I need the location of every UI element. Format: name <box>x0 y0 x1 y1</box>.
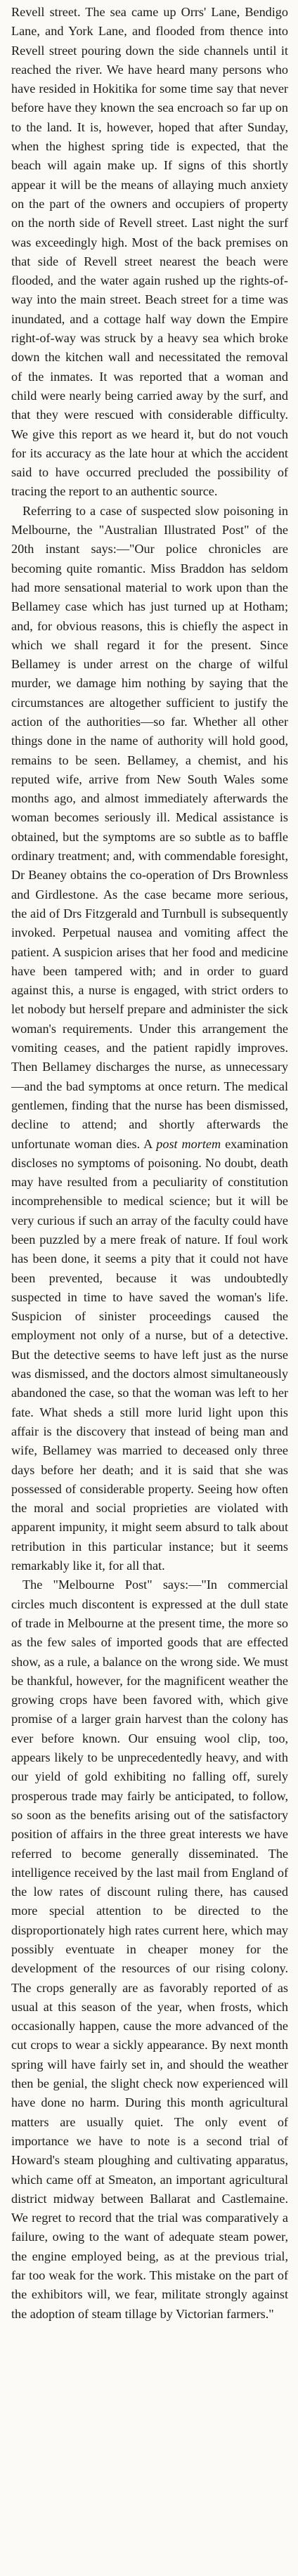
text-run: Revell street. The sea came up Orrs' Lane, Bendigo Lane, and York Lane, and flooded from thence into Revell street pouring down the side channels until it reached the river. We have heard many persons who have resided in Hokitika for some time say that never before have they known the sea encroach so far up on to the land. It is, however, hoped that after Sunday, when the highest spring tide is expected, that the beach will again make up. If signs of this shortly appear it will be the means of allaying much anxiety on the part of the owners and occupiers of property on the north side of Revell street. Last night the surf was exceedingly high. Most of the back premises on that side of Revell street nearest the beach were flooded, and the water again rushed up the rights-of-way into the main street. Beach street for a time was inundated, and a cottage half way down the Empire right-of-way was struck by a heavy sea which broke down the kitchen wall and necessitated the removal of the inmates. It was reported that a woman and child were nearly being carried away by the surf, and that they were rescued with considerable difficulty. We give this report as we heard it, but do not vouch for its accuracy as the late hour at which the accident said to have occurred precluded the possibility of tracing the report to an authentic source. <box>11 5 288 499</box>
article-paragraph <box>11 1575 288 2324</box>
article-column <box>11 3 288 2324</box>
text-run: examination discloses no symptoms of poisoning. No doubt, death may have resulted from a peculiarity of constitution incomprehensible to medical science; but it will be very curious if such an array of the faculty could have been puzzled by a mere freak of nature. If foul work has been done, it seems a pity that it could not have been prevented, because it was undoubtedly suspected in time to have saved the woman's life. Suspicion of sinister proceedings caused the employment not only of a nurse, but of a detective. But the detective seems to have left just as the nurse was dismissed, and the doctors almost simultaneously abandoned the case, so that the woman was left to her fate. What sheds a still more lurid light upon this affair is the discovery that instead of being man and wife, Bellamey was married to deceased only three days before her death; and it is said that she was possessed of considerable property. Seeing how often the moral and social proprieties are violated with apparent impunity, it might seem absurd to talk about retribution in this particular instance; but it seems remarkably like it, for all that. <box>11 1136 288 1573</box>
italic-text-run: post mortem <box>156 1136 221 1151</box>
text-run: The "Melbourne Post" says:—"In commercial circles much discontent is expressed at the dull state of trade in Melbourne at the present time, the more so as the few sales of imported goods that are effected show, as a rule, a balance on the wrong side. We must be thankful, however, for the magnificent weather the growing crops have been favored with, which give promise of a larger grain harvest than the colony has ever before known. Our ensuing wool clip, too, appears likely to be unprecedentedly heavy, and with our yield of gold exhibiting no falling off, surely prosperous trade may fairly be anticipated, to follow, so soon as the benefits arising out of the satisfactory position of affairs in the three great interests we have referred to become generally disseminated. The intelligence received by the last mail from England of the low rates of discount ruling there, has caused more special attention to be directed to the disproportionately high rates current here, which may possibly eventuate in cheaper money for the development of the resources of our rising colony. The crops generally are as favorably reported of as usual at this season of the year, when frosts, which occasionally happen, cause the more advanced of the cut crops to wear a sickly appearance. By next month spring will have fairly set in, and should the weather then be genial, the slight check now experienced will have done no harm. During this month agricultural matters are usually quiet. The only event of importance we have to note is a second trial of Howard's steam ploughing and cultivating apparatus, which came off at Smeaton, an important agricultural district midway between Ballarat and Castlemaine. We regret to record that the trial was comparatively a failure, owing to the want of adequate steam power, the engine employed being, as at the previous trial, far too weak for the work. This mistake on the part of the exhibitors will, we fear, militate strongly against the adoption of steam tillage by Victorian farmers." <box>11 1578 288 2321</box>
article-paragraph <box>11 502 288 1576</box>
text-run: Referring to a case of suspected slow poisoning in Melbourne, the "Australian Illustrated Post" of the 20th instant says:—"Our police chronicles are becoming quite romantic. Miss Braddon has seldom had more sensational material to work upon than the Bellamey case which has just turned up at Hotham; and, for obvious reasons, this is chiefly the aspect in which we shall regard it for the present. Since Bellamey is under arrest on the charge of wilful murder, we damage him nothing by saying that the circumstances are altogether sufficient to justify the action of the authorities—so far. Whether all other things done in the name of authority will hold good, remains to be seen. Bellamey, a chemist, and his reputed wife, arrive from New South Wales some months ago, and almost immediately afterwards the woman becomes seriously ill. Medical assistance is obtained, but the symptoms are so subtle as to baffle ordinary treatment; and, with commendable foresight, Dr Beaney obtains the co-operation of Drs Brownless and Girdlestone. As the case became more serious, the aid of Drs Fitzgerald and Turnbull is subsequently invoked. Perpetual nausea and vomiting affect the patient. A suspicion arises that her food and medicine have been tampered with; and in order to guard against this, a nurse is engaged, with strict orders to let nobody but herself prepare and administer the sick woman's requirements. Under this arrangement the vomiting ceases, and the patient rapidly improves. Then Bellamey discharges the nurse, as unnecessary—and the bad symptoms at once return. The medical gentlemen, finding that the nurse has been dismissed, decline to attend; and shortly afterwards the unfortunate woman dies. A <box>11 503 288 1151</box>
article-paragraph <box>11 3 288 502</box>
